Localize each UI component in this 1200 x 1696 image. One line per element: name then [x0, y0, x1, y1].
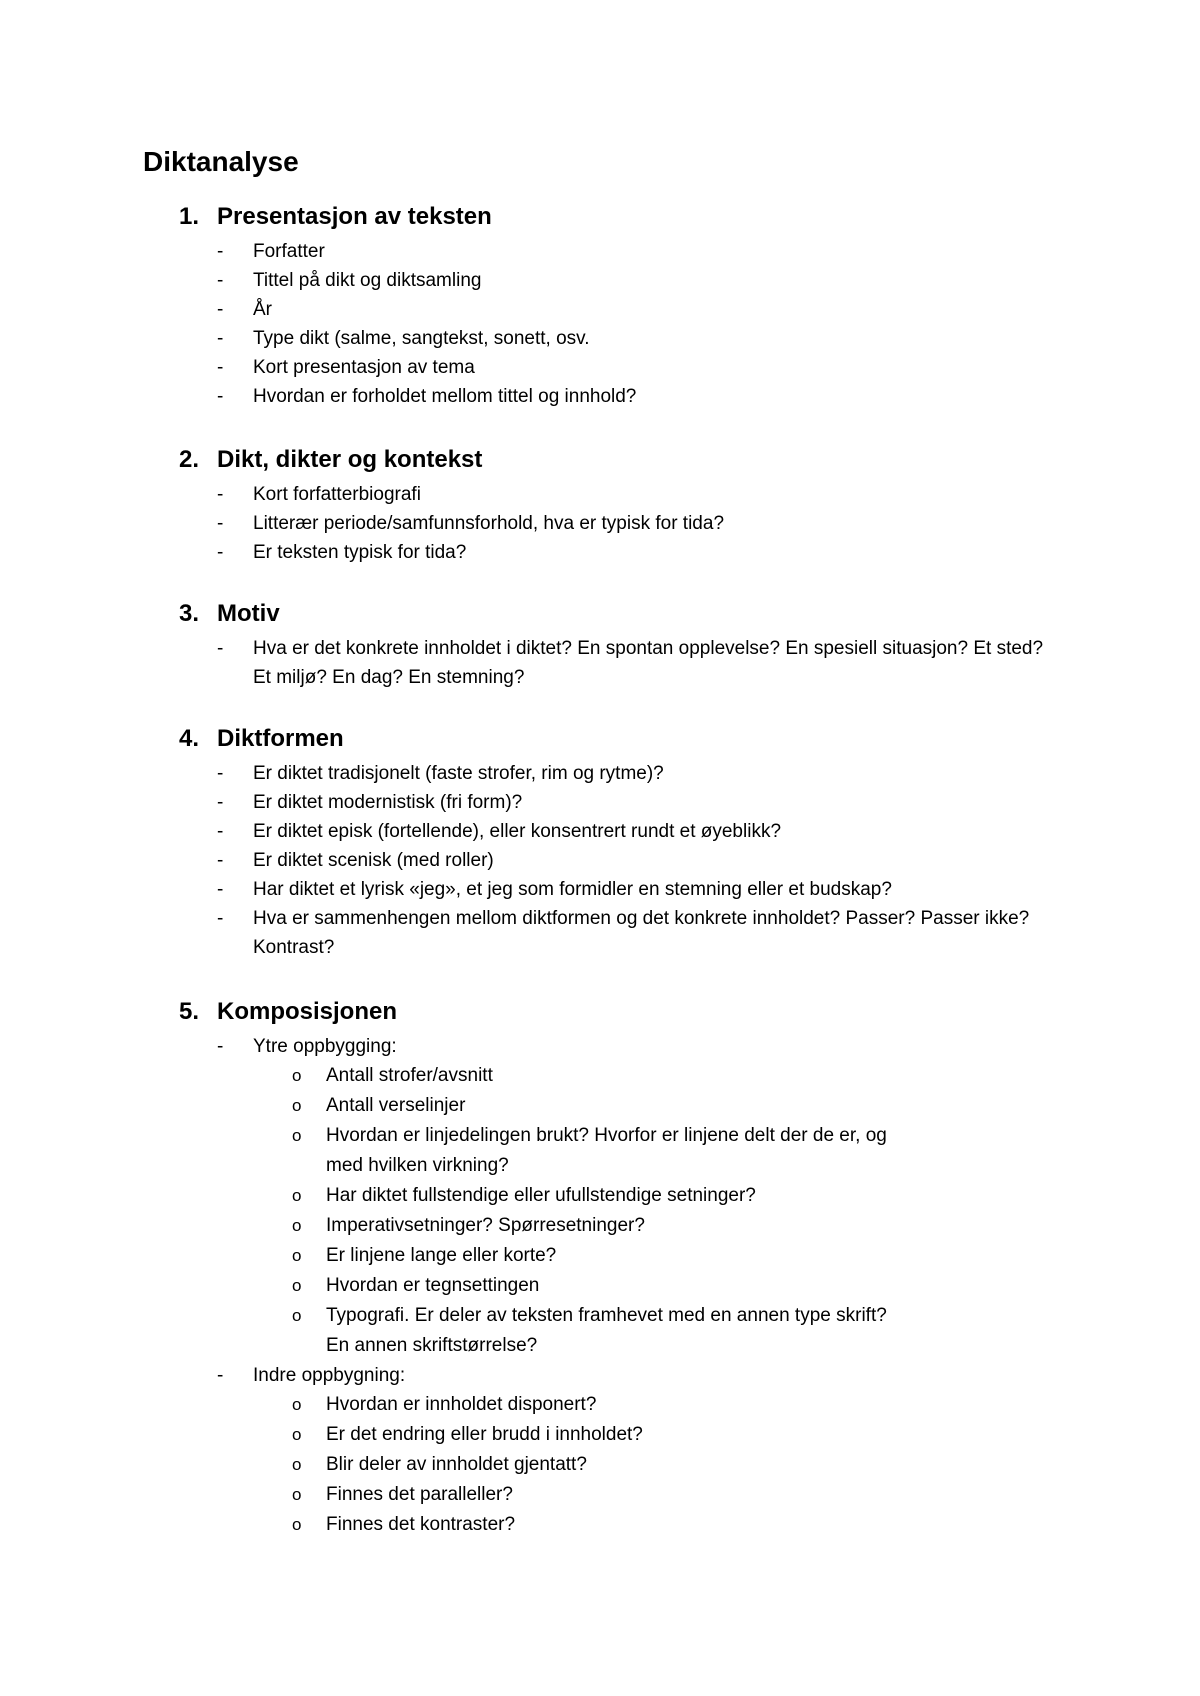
circle-bullet: o [292, 1455, 302, 1474]
sub-list-item-text: Hvordan er tegnsettingen [326, 1275, 540, 1296]
bullet-list [0, 237, 1200, 411]
circle-bullet: o [292, 1126, 302, 1145]
section-number: 2. [179, 446, 200, 473]
sub-list-item-text: Hvordan er linjedelingen brukt? Hvorfor er linjene delt der de er, og med hvilken virkning? [326, 1125, 887, 1176]
dash-bullet: - [217, 328, 224, 349]
section-number: 5. [179, 998, 200, 1025]
section-title: Dikt, dikter og kontekst [217, 446, 483, 473]
sub-list-item-text: Typografi. Er deler av teksten framhevet med en annen type skrift? En annen skriftstørrelse? [326, 1305, 887, 1356]
list-item [0, 904, 1200, 962]
list-item [0, 875, 1200, 904]
section-heading [0, 203, 1200, 237]
dash-bullet: - [217, 879, 224, 900]
section-number: 3. [179, 600, 200, 627]
dash-bullet: - [217, 821, 224, 842]
sub-list-item-text: Er det endring eller brudd i innholdet? [326, 1424, 643, 1445]
sub-list-item-text: Hvordan er innholdet disponert? [326, 1394, 597, 1415]
circle-bullet: o [292, 1485, 302, 1504]
dash-bullet: - [217, 792, 224, 813]
sub-list-item-text: Finnes det kontraster? [326, 1514, 516, 1535]
list-item-text: Tittel på dikt og diktsamling [253, 270, 482, 291]
bullet-list [0, 1032, 1200, 1540]
sub-list-item [0, 1061, 1050, 1091]
bullet-list [0, 480, 1200, 567]
list-item-text: Litterær periode/samfunnsforhold, hva er typisk for tida? [253, 513, 725, 534]
list-item [0, 759, 1200, 788]
section-diktformen [0, 725, 1200, 962]
circle-bullet: o [292, 1246, 302, 1265]
circle-bullet: o [292, 1425, 302, 1444]
list-item-text: Er diktet episk (fortellende), eller konsentrert rundt et øyeblikk? [253, 821, 782, 842]
sub-list-item [0, 1480, 1050, 1510]
list-item-text: Ytre oppbygging: [253, 1036, 397, 1057]
list-item [0, 353, 1200, 382]
list-item [0, 1032, 1200, 1361]
list-item [0, 295, 1200, 324]
dash-bullet: - [217, 1365, 224, 1386]
list-item-text: Har diktet et lyrisk «jeg», et jeg som formidler en stemning eller et budskap? [253, 879, 892, 900]
sub-list-item-text: Antall strofer/avsnitt [326, 1065, 493, 1086]
section-komposisjonen [0, 998, 1200, 1540]
list-item-text: Er diktet modernistisk (fri form)? [253, 792, 523, 813]
section-title: Presentasjon av teksten [217, 203, 492, 230]
sub-list-item-text: Finnes det paralleller? [326, 1484, 513, 1505]
circle-bullet: o [292, 1515, 302, 1534]
sub-list-item [0, 1510, 1050, 1540]
circle-bullet: o [292, 1186, 302, 1205]
list-item [0, 237, 1200, 266]
dash-bullet: - [217, 908, 224, 929]
list-item-text: Forfatter [253, 241, 325, 262]
list-item-text: Hva er sammenhengen mellom diktformen og det konkrete innholdet? Passer? Passer ikke? Kontrast? [253, 908, 1030, 958]
section-number: 1. [179, 203, 200, 230]
sub-list-item-text: Antall verselinjer [326, 1095, 466, 1116]
sub-list-item [0, 1121, 1050, 1181]
sub-list-item-text: Blir deler av innholdet gjentatt? [326, 1454, 587, 1475]
list-item [0, 266, 1200, 295]
circle-bullet: o [292, 1096, 302, 1115]
section-title: Komposisjonen [217, 998, 398, 1025]
list-item-text: Hva er det konkrete innholdet i diktet? En spontan opplevelse? En spesiell situasjon? Et sted? Et miljø? En dag? En stemning? [253, 638, 1044, 688]
section-heading [0, 600, 1200, 634]
list-item-text: Er teksten typisk for tida? [253, 542, 467, 563]
document-title: Diktanalyse [143, 146, 299, 177]
sub-list-item [0, 1420, 1050, 1450]
section-motiv [0, 600, 1200, 692]
dash-bullet: - [217, 241, 224, 262]
list-item [0, 382, 1200, 411]
circle-bullet: o [292, 1306, 302, 1325]
list-item [0, 509, 1200, 538]
list-item [0, 817, 1200, 846]
dash-bullet: - [217, 513, 224, 534]
section-heading [0, 998, 1200, 1032]
list-item-text: Er diktet scenisk (med roller) [253, 850, 494, 871]
sub-list-item [0, 1181, 1050, 1211]
section-title: Motiv [217, 600, 280, 627]
section-heading [0, 446, 1200, 480]
dash-bullet: - [217, 357, 224, 378]
dash-bullet: - [217, 484, 224, 505]
sub-list-item [0, 1390, 1050, 1420]
list-item [0, 324, 1200, 353]
section-heading [0, 725, 1200, 759]
list-item-text: Indre oppbygning: [253, 1365, 406, 1386]
dash-bullet: - [217, 270, 224, 291]
list-item [0, 538, 1200, 567]
bullet-list [0, 634, 1200, 692]
list-item [0, 480, 1200, 509]
circle-bullet: o [292, 1066, 302, 1085]
circle-bullet: o [292, 1216, 302, 1235]
section-number: 4. [179, 725, 200, 752]
list-item-text: Type dikt (salme, sangtekst, sonett, osv. [253, 328, 590, 349]
sub-list-item [0, 1091, 1050, 1121]
list-item-text: År [253, 299, 272, 320]
list-item [0, 788, 1200, 817]
list-item-text: Kort forfatterbiografi [253, 484, 421, 505]
list-item [0, 634, 1200, 692]
circle-bullet: o [292, 1395, 302, 1414]
sub-list-item [0, 1241, 1050, 1271]
circle-bullet: o [292, 1276, 302, 1295]
list-item-text: Hvordan er forholdet mellom tittel og innhold? [253, 386, 637, 407]
sub-list-item-text: Har diktet fullstendige eller ufullstendige setninger? [326, 1185, 756, 1206]
list-item-text: Er diktet tradisjonelt (faste strofer, rim og rytme)? [253, 763, 664, 784]
sub-list-item [0, 1301, 1050, 1361]
list-item [0, 1361, 1200, 1540]
dash-bullet: - [217, 763, 224, 784]
dash-bullet: - [217, 850, 224, 871]
sub-list [253, 1390, 1050, 1540]
sub-list-item-text: Er linjene lange eller korte? [326, 1245, 557, 1266]
section-kontekst [0, 446, 1200, 567]
dash-bullet: - [217, 638, 224, 659]
dash-bullet: - [217, 299, 224, 320]
sub-list-item [0, 1450, 1050, 1480]
sub-list [253, 1061, 1050, 1361]
section-presentasjon [0, 203, 1200, 411]
list-item-text: Kort presentasjon av tema [253, 357, 475, 378]
sub-list-item [0, 1211, 1050, 1241]
section-title: Diktformen [217, 725, 344, 752]
dash-bullet: - [217, 542, 224, 563]
sub-list-item-text: Imperativsetninger? Spørresetninger? [326, 1215, 645, 1236]
dash-bullet: - [217, 386, 224, 407]
list-item [0, 846, 1200, 875]
dash-bullet: - [217, 1036, 224, 1057]
bullet-list [0, 759, 1200, 962]
sub-list-item [0, 1271, 1050, 1301]
